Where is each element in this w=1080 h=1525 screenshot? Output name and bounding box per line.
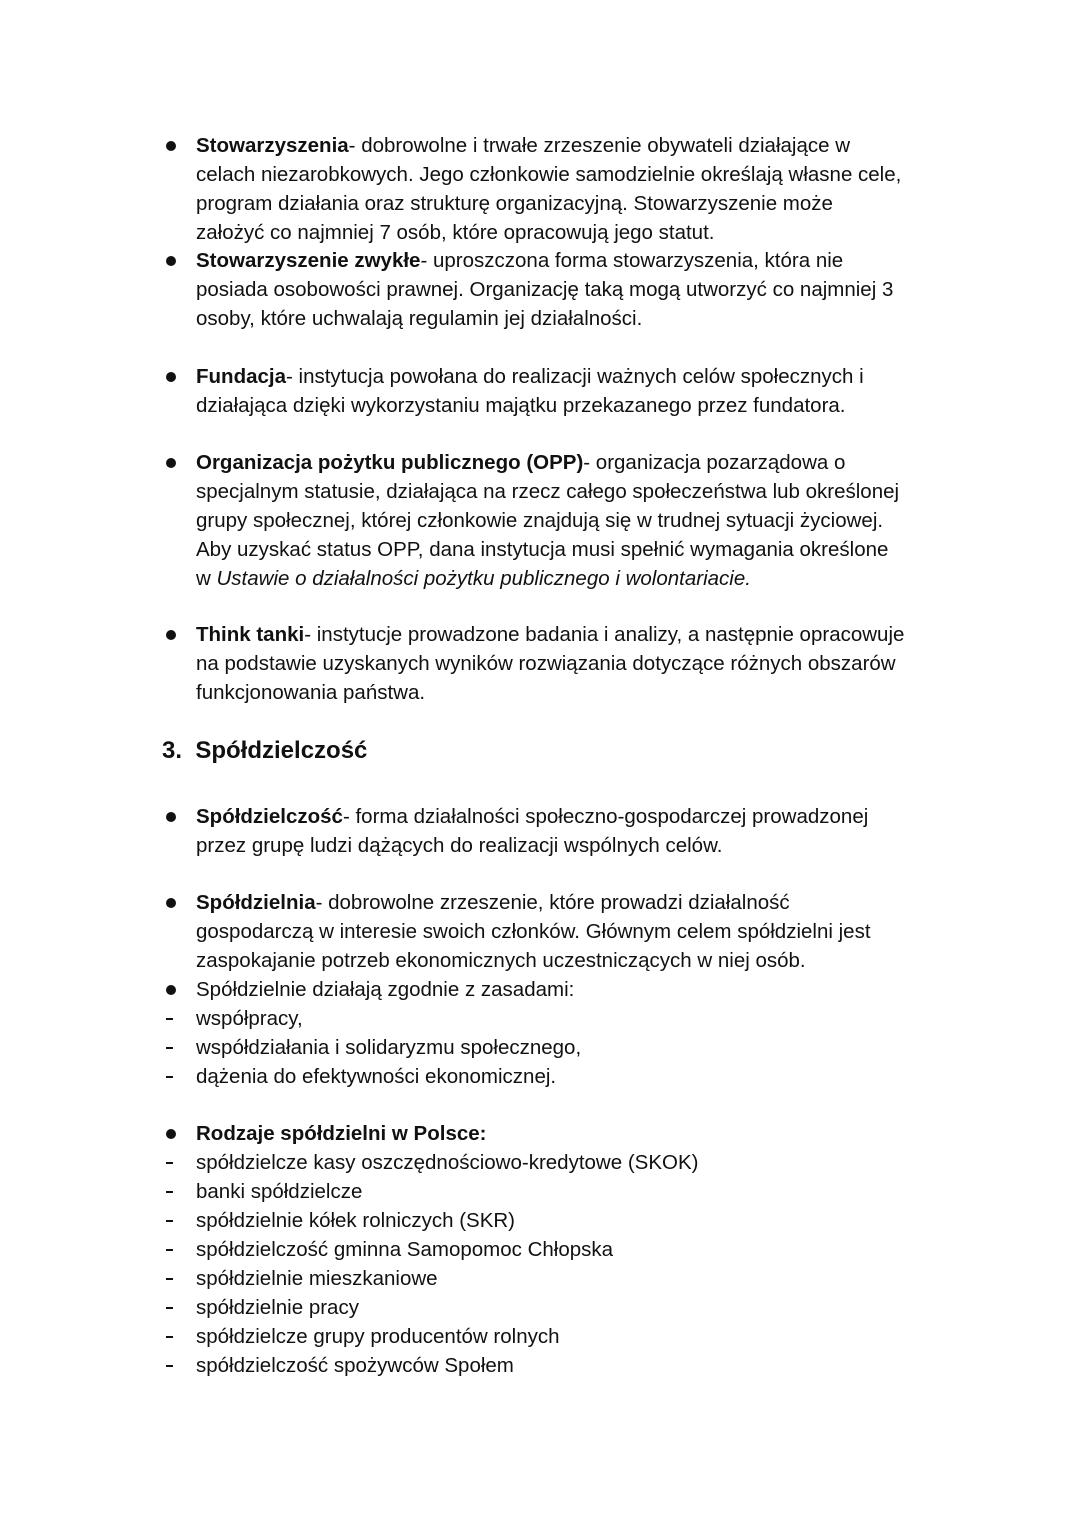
text-line: osoby, które uchwalają regulamin jej działalności. (196, 307, 643, 330)
term-think-tanki: Think tanki (196, 623, 305, 646)
list-item: spółdzielczość spożywców Społem (196, 1354, 514, 1377)
text-line: gospodarczą w interesie swoich członków. Głównym celem spółdzielni jest (196, 920, 871, 943)
text-line: założyć co najmniej 7 osób, które opracowują jego statut. (196, 221, 715, 244)
bullet-icon (166, 985, 176, 995)
term-spoldzielnia-line-1: Spółdzielnia- dobrowolne zrzeszenie, które prowadzi działalność (196, 891, 790, 914)
text-line: w Ustawie o działalności pożytku publicznego i wolontariacie. (196, 567, 751, 590)
list-item: spółdzielcze grupy producentów rolnych (196, 1325, 560, 1348)
list-item: spółdzielcze kasy oszczędnościowo-kredytowe (SKOK) (196, 1151, 699, 1174)
dash-icon (166, 1076, 173, 1078)
dash-icon (166, 1278, 173, 1280)
term-spoldzielczosc-line-1: Spółdzielczość- forma działalności społeczno-gospodarczej prowadzonej (196, 805, 869, 828)
bullet-icon (166, 458, 176, 468)
bullet-icon (166, 256, 176, 266)
dash-icon (166, 1162, 173, 1164)
dash-icon (166, 1191, 173, 1193)
list-item: dążenia do efektywności ekonomicznej. (196, 1065, 557, 1088)
list-item: współpracy, (196, 1007, 303, 1030)
bullet-icon (166, 1129, 176, 1139)
dash-icon (166, 1307, 173, 1309)
list-item: banki spółdzielcze (196, 1180, 363, 1203)
rodzaje-title: Rodzaje spółdzielni w Polsce: (196, 1122, 487, 1145)
text-line: grupy społecznej, której członkowie znajdują się w trudnej sytuacji życiowej. (196, 509, 884, 532)
dash-icon (166, 1220, 173, 1222)
bullet-icon (166, 630, 176, 640)
term-spoldzielnia: Spółdzielnia (196, 891, 316, 914)
dash-icon (166, 1365, 173, 1367)
text-line: posiada osobowości prawnej. Organizację taką mogą utworzyć co najmniej 3 (196, 278, 894, 301)
law-title: Ustawie o działalności pożytku publicznego i wolontariacie. (216, 567, 751, 590)
list-item: spółdzielnie mieszkaniowe (196, 1267, 438, 1290)
text-line: Aby uzyskać status OPP, dana instytucja musi spełnić wymagania określone (196, 538, 889, 561)
dash-icon (166, 1047, 173, 1049)
list-item: spółdzielczość gminna Samopomoc Chłopska (196, 1238, 614, 1261)
list-item: spółdzielnie kółek rolniczych (SKR) (196, 1209, 516, 1232)
term-think-tanki-line-1: Think tanki- instytucje prowadzone badania i analizy, a następnie opracowuje (196, 623, 905, 646)
text-line: działająca dzięki wykorzystaniu majątku przekazanego przez fundatora. (196, 394, 846, 417)
bullet-icon (166, 141, 176, 151)
dash-icon (166, 1336, 173, 1338)
term-opp-line-1: Organizacja pożytku publicznego (OPP)- organizacja pozarządowa o (196, 451, 846, 474)
text-line: celach niezarobkowych. Jego członkowie samodzielnie określają własne cele, (196, 163, 902, 186)
term-opp: Organizacja pożytku publicznego (OPP) (196, 451, 584, 474)
zasady-intro: Spółdzielnie działają zgodnie z zasadami: (196, 978, 575, 1001)
text-line: funkcjonowania państwa. (196, 681, 426, 704)
term-stowarzyszenia: Stowarzyszenia (196, 134, 349, 157)
term-fundacja-line-1: Fundacja- instytucja powołana do realizacji ważnych celów społecznych i (196, 365, 864, 388)
list-item: spółdzielnie pracy (196, 1296, 359, 1319)
text-line: program działania oraz strukturę organizacyjną. Stowarzyszenie może (196, 192, 833, 215)
bullet-icon (166, 812, 176, 822)
term-stowarzyszenie-zwykle: Stowarzyszenie zwykłe (196, 249, 421, 272)
term-stowarzyszenie-zwykle-line-1: Stowarzyszenie zwykłe- uproszczona forma stowarzyszenia, która nie (196, 249, 844, 272)
section-heading: 3. Spółdzielczość (162, 737, 368, 764)
term-fundacja: Fundacja (196, 365, 286, 388)
term-spoldzielczosc: Spółdzielczość (196, 805, 343, 828)
text-line: specjalnym statusie, działająca na rzecz całego społeczeństwa lub określonej (196, 480, 900, 503)
term-stowarzyszenia-line-1: Stowarzyszenia- dobrowolne i trwałe zrzeszenie obywateli działające w (196, 134, 851, 157)
dash-icon (166, 1018, 173, 1020)
bullet-icon (166, 372, 176, 382)
dash-icon (166, 1249, 173, 1251)
text-line: zaspokajanie potrzeb ekonomicznych uczestniczących w niej osób. (196, 949, 806, 972)
bullet-icon (166, 898, 176, 908)
text-line: przez grupę ludzi dążących do realizacji wspólnych celów. (196, 834, 723, 857)
list-item: współdziałania i solidaryzmu społecznego, (196, 1036, 582, 1059)
text-line: na podstawie uzyskanych wyników rozwiązania dotyczące różnych obszarów (196, 652, 896, 675)
